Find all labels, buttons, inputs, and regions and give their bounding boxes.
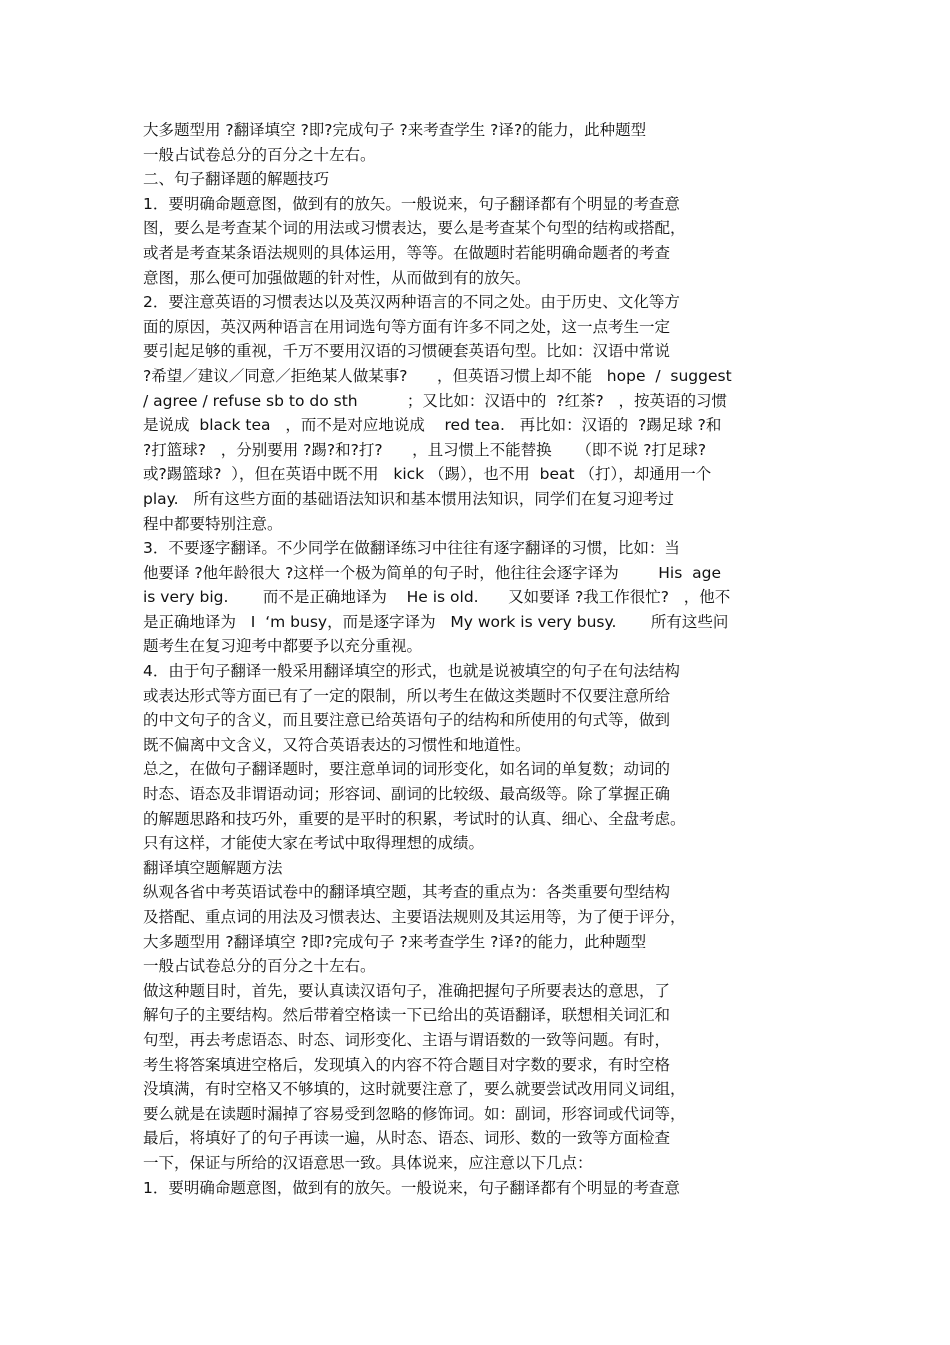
- text-line: 的解题思路和技巧外，重要的是平时的积累，考试时的认真、细心、全盘考虑。: [143, 809, 686, 828]
- text-line: is very big. 而不是正确地译为 He is old. 又如要译 ?我工作很忙? ，他不: [143, 588, 731, 607]
- text-line: 总之，在做句子翻译题时，要注意单词的词形变化，如名词的单复数；动词的: [143, 760, 671, 779]
- text-line: 纵观各省中考英语试卷中的翻译填空题，其考查的重点为：各类重要句型结构: [143, 883, 671, 902]
- text-line: play. 所有这些方面的基础语法知识和基本惯用法知识，同学们在复习迎考过: [143, 489, 674, 508]
- text-line: 图，要么是考查某个词的用法或习惯表达，要么是考查某个句型的结构或搭配，: [143, 219, 686, 238]
- text-line: 没填满，有时空格又不够填的，这时就要注意了，要么就要尝试改用同义词组，: [143, 1080, 686, 1099]
- document-body: [143, 118, 823, 1200]
- text-line: 大多题型用 ?翻译填空 ?即?完成句子 ?来考查学生 ?译?的能力，此种题型: [143, 121, 647, 139]
- text-line: 是正确地译为 I ‘m busy，而是逐字译为 My work is very busy. 所有这些问: [143, 612, 729, 631]
- text-line: ?打篮球? ，分别要用 ?踢?和?打? ，且习惯上不能替换 （即不说 ?打足球?: [143, 440, 707, 459]
- text-line: 只有这样，才能使大家在考试中取得理想的成绩。: [143, 834, 485, 853]
- text-line: 一下，保证与所给的汉语意思一致。具体说来，应注意以下几点：: [143, 1153, 593, 1172]
- text-line: 题考生在复习迎考中都要予以充分重视。: [143, 637, 423, 656]
- text-line: / agree / refuse sb to do sth ；又比如：汉语中的 ?红茶? ，按英语的习惯: [143, 391, 727, 410]
- text-line: 做这种题目时，首先，要认真读汉语句子，准确把握句子所要表达的意思，了: [143, 981, 671, 1000]
- text-line: 程中都要特别注意。: [143, 514, 283, 533]
- text-line: 要么就是在读题时漏掉了容易受到忽略的修饰词。如：副词，形容词或代词等，: [143, 1104, 686, 1123]
- text-line: 1．要明确命题意图，做到有的放矢。一般说来，句子翻译都有个明显的考查意: [143, 194, 680, 213]
- text-line: 是说成 black tea ，而不是对应地说成 red tea. 再比如：汉语的 ?踢足球 ?和: [143, 416, 722, 435]
- text-line: 考生将答案填进空格后，发现填入的内容不符合题目对字数的要求，有时空格: [143, 1055, 671, 1074]
- text-line: 3．不要逐字翻译。不少同学在做翻译练习中往往有逐字翻译的习惯，比如：当: [143, 539, 680, 558]
- text-line: 翻译填空题解题方法: [143, 858, 283, 877]
- text-line: 1．要明确命题意图，做到有的放矢。一般说来，句子翻译都有个明显的考查意: [143, 1178, 680, 1197]
- text-line: 面的原因，英汉两种语言在用词选句等方面有许多不同之处，这一点考生一定: [143, 317, 671, 336]
- text-line: 或表达形式等方面已有了一定的限制，所以考生在做这类题时不仅要注意所给: [143, 686, 671, 705]
- text-line: 的中文句子的含义，而且要注意已给英语句子的结构和所使用的句式等，做到: [143, 711, 671, 730]
- text-line: 要引起足够的重视，千万不要用汉语的习惯硬套英语句型。比如：汉语中常说: [143, 342, 671, 361]
- text-line: 2．要注意英语的习惯表达以及英汉两种语言的不同之处。由于历史、文化等方: [143, 293, 680, 312]
- text-line: 最后，将填好了的句子再读一遍，从时态、语态、词形、数的一致等方面检查: [143, 1129, 671, 1148]
- text-line: 或?踢篮球? ），但在英语中既不用 kick （踢），也不用 beat （打），却通用一个: [143, 465, 712, 484]
- text-line: 二、句子翻译题的解题技巧: [143, 170, 330, 189]
- text-line: 4．由于句子翻译一般采用翻译填空的形式，也就是说被填空的句子在句法结构: [143, 662, 680, 681]
- text-line: 一般占试卷总分的百分之十左右。: [143, 957, 376, 976]
- text-line: 解句子的主要结构。然后带着空格读一下已给出的英语翻译，联想相关词汇和: [143, 1006, 671, 1025]
- text-line: 大多题型用 ?翻译填空 ?即?完成句子 ?来考查学生 ?译?的能力，此种题型: [143, 932, 647, 951]
- text-line: 句型，再去考虑语态、时态、词形变化、主语与谓语数的一致等问题。有时，: [143, 1030, 671, 1049]
- text-line: 意图，那么便可加强做题的针对性，从而做到有的放矢。: [143, 268, 531, 287]
- text-line: 既不偏离中文含义，又符合英语表达的习惯性和地道性。: [143, 735, 531, 754]
- text-line: 或者是考查某条语法规则的具体运用，等等。在做题时若能明确命题者的考查: [143, 243, 671, 262]
- text-line: 及搭配、重点词的用法及习惯表达、主要语法规则及其运用等，为了便于评分，: [143, 908, 686, 926]
- text-line: 一般占试卷总分的百分之十左右。: [143, 145, 376, 164]
- text-line: 时态、语态及非谓语动词；形容词、副词的比较级、最高级等。除了掌握正确: [143, 785, 671, 804]
- text-line: ?希望／建议／同意／拒绝某人做某事? ，但英语习惯上却不能 hope / suggest: [143, 366, 732, 385]
- text-line: 他要译 ?他年龄很大 ?这样一个极为简单的句子时，他往往会逐字译为 His age: [143, 563, 721, 582]
